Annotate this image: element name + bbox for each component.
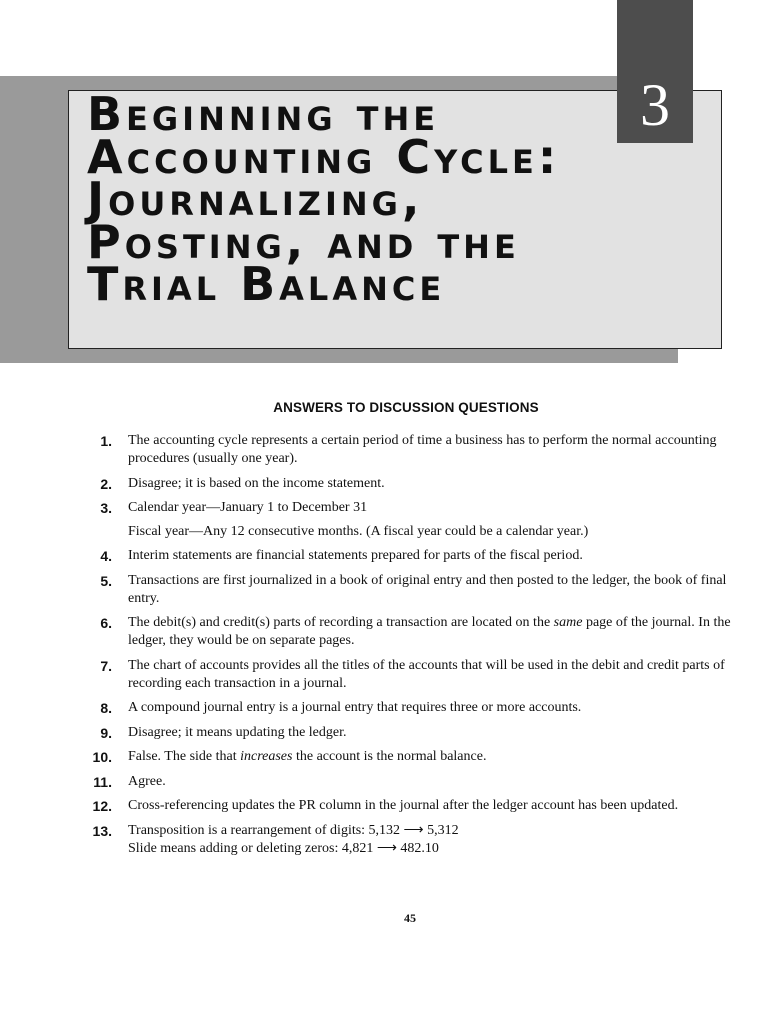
answer-text-end: the account is the normal balance. (292, 749, 487, 764)
answer-number: 8. (100, 700, 112, 716)
answer-number: 3. (100, 500, 112, 516)
answer-text-line: Transposition is a rearrangement of digits: 5,132 ⟶ 5,312 (128, 822, 459, 838)
answers-list (0, 432, 740, 864)
answer-number: 4. (100, 548, 112, 564)
answer-text: The accounting cycle represents a certain period of time a business has to perform the normal accounting procedures (usually one year). (128, 433, 717, 466)
answer-text: Agree. (128, 773, 166, 789)
answer-text: A compound journal entry is a journal entry that requires three or more accounts. (128, 700, 582, 715)
answer-item-9 (0, 724, 740, 742)
answer-text (128, 748, 740, 766)
answer-number: 13. (92, 822, 112, 839)
answer-item-11 (0, 773, 740, 791)
answer-number: 7. (100, 657, 112, 674)
page-number: 45 (404, 911, 416, 925)
answer-number: 2. (100, 475, 112, 492)
answer-item-8 (0, 699, 740, 717)
answer-text: Disagree; it is based on the income statement. (128, 475, 385, 491)
section-heading: ANSWERS TO DISCUSSION QUESTIONS (273, 400, 539, 415)
answer-number: 12. (92, 798, 112, 814)
answer-item-3-continued (0, 523, 740, 541)
answer-number: 1. (100, 433, 112, 449)
answer-item-12 (0, 797, 740, 815)
answer-emphasis: increases (240, 749, 293, 764)
answer-item-1 (0, 432, 740, 468)
chapter-number: 3 (640, 72, 670, 138)
answer-text: Interim statements are financial statements prepared for parts of the fiscal period. (128, 548, 583, 563)
answer-number: 5. (100, 572, 112, 589)
answer-text-start: False. The side that (128, 749, 241, 764)
answer-number: 10. (92, 749, 112, 765)
answer-item-7 (0, 657, 740, 693)
answer-text: Fiscal year—Any 12 consecutive months. (A fiscal year could be a calendar year.) (128, 523, 589, 539)
answer-item-10 (0, 748, 740, 766)
answer-text: Disagree; it means updating the ledger. (128, 724, 347, 740)
answer-item-4 (0, 547, 740, 565)
answer-text: Calendar year—January 1 to December 31 (128, 500, 368, 515)
answer-text: Transactions are first journalized in a book of original entry and then posted to the ledger, the book of final entry. (128, 572, 727, 606)
answer-item-3 (0, 499, 740, 517)
answer-number: 6. (100, 615, 112, 631)
chapter-tab (617, 0, 693, 143)
answer-text: Cross-referencing updates the PR column in the journal after the ledger account has been updated. (128, 798, 679, 813)
answer-number: 9. (100, 724, 112, 741)
chapter-title: Beginning the Accounting Cycle: Journalizing, Posting, and the Trial Balance (87, 87, 561, 311)
answer-number: 11. (93, 773, 112, 790)
answer-text-start: The debit(s) and credit(s) parts of recording a transaction are located on the (128, 615, 554, 630)
answer-item-6 (0, 614, 740, 650)
answer-text (128, 614, 740, 650)
answer-text-line: Slide means adding or deleting zeros: 4,821 ⟶ 482.10 (128, 840, 439, 856)
answer-text: The chart of accounts provides all the titles of the accounts that will be used in the debit and credit parts of recording each transaction in a journal. (128, 657, 725, 691)
answer-item-5 (0, 572, 740, 608)
answer-emphasis: same (553, 615, 583, 630)
answer-text-end: page of the journal. In the ledger, they would be on separate pages. (128, 615, 731, 648)
answer-item-13 (0, 822, 740, 858)
answer-item-2 (0, 475, 740, 493)
